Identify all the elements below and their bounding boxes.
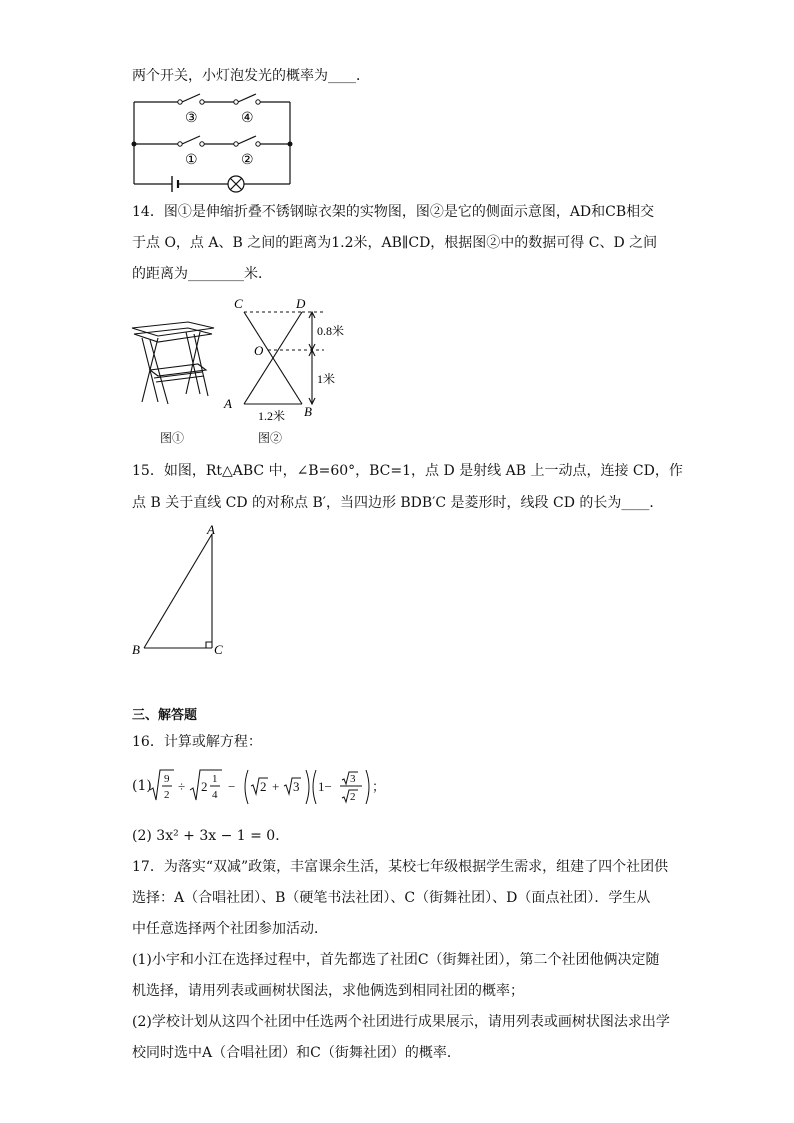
q16-part2: (2) 3x² + 3x − 1 = 0． — [132, 828, 290, 844]
q14-line2: 于点 O，点 A、B 之间的距离为1.2米，AB∥CD，根据图②中的数据可得 C、D 之间 — [132, 235, 658, 251]
label-d: D — [296, 296, 306, 311]
q15-line1: 15．如图，Rt△ABC 中，∠B=60°，BC=1，点 D 是射线 AB 上一动点，连接 CD，作 — [132, 463, 683, 479]
section-heading: 三、解答题 — [132, 708, 198, 723]
label-o: O — [254, 343, 264, 358]
drying-rack-photo — [128, 318, 220, 410]
circuit-diagram — [128, 92, 298, 192]
svg-text:2: 2 — [260, 779, 267, 794]
caption-fig2: 图② — [258, 431, 283, 445]
q17-part1-line2: 机选择，请用列表或画树状图法，求他俩选到相同社团的概率； — [132, 983, 524, 999]
label-c: C — [214, 642, 223, 657]
switch-label-3: ③ — [185, 111, 198, 126]
q15-line2: 点 B 关于直线 CD 的对称点 B′，当四边形 BDB′C 是菱形时，线段 CD 的长为____． — [132, 495, 664, 511]
q14-line1: 14．图①是伸缩折叠不锈钢晾衣架的实物图，图②是它的侧面示意图，AD和CB相交 — [132, 204, 655, 220]
q17-line3: 中任意选择两个社团参加活动． — [132, 921, 328, 937]
dim-top: 0.8米 — [317, 324, 345, 338]
q17-line1: 17．为落实“双减”政策，丰富课余生活，某校七年级根据学生需求，组建了四个社团供 — [132, 859, 669, 875]
label-a: A — [207, 522, 215, 537]
svg-text:9: 9 — [164, 773, 170, 785]
label-a: A — [224, 396, 232, 411]
svg-text:4: 4 — [212, 789, 218, 801]
x-side-diagram — [224, 294, 364, 424]
svg-text:2: 2 — [201, 779, 208, 794]
label-c: C — [234, 296, 243, 311]
svg-text:−: − — [228, 779, 236, 794]
q16-formula — [150, 766, 386, 808]
switch-label-2: ② — [241, 153, 254, 168]
svg-text:÷: ÷ — [178, 779, 186, 794]
q17-part2-line1: (2)学校计划从这四个社团中任选两个社团进行成果展示，请用列表或画树状图法求出学 — [132, 1014, 670, 1030]
svg-text:1−: 1− — [318, 779, 332, 794]
svg-text:+: + — [272, 779, 280, 794]
q17-part1-line1: (1)小宇和小江在选择过程中，首先都选了社团C（街舞社团），第二个社团他俩决定随 — [132, 952, 660, 968]
label-b: B — [132, 642, 140, 657]
switch-label-1: ① — [185, 153, 198, 168]
q17-part2-line2: 校同时选中A（合唱社团）和C（街舞社团）的概率． — [132, 1045, 461, 1061]
q17-line2: 选择：A（合唱社团）、B（硬笔书法社团）、C（街舞社团）、D（面点社团）．学生从 — [132, 890, 651, 906]
svg-text:1: 1 — [212, 773, 218, 785]
right-triangle-figure — [130, 524, 230, 660]
svg-text:；: ； — [372, 779, 386, 794]
svg-text:2: 2 — [164, 789, 170, 801]
svg-text:2: 2 — [350, 791, 356, 803]
q13-text: 两个开关，小灯泡发光的概率为____． — [132, 68, 370, 84]
svg-text:3: 3 — [350, 773, 356, 785]
label-b: B — [304, 404, 312, 419]
dim-ab: 1.2米 — [258, 409, 286, 423]
caption-fig1: 图① — [160, 431, 185, 445]
q16-part1-prefix: (1) — [132, 778, 152, 794]
q14-line3: 的距离为________米． — [132, 266, 272, 282]
switch-label-4: ④ — [241, 111, 254, 126]
q16-title: 16．计算或解方程： — [132, 734, 262, 750]
svg-text:3: 3 — [293, 779, 300, 794]
dim-bottom: 1米 — [317, 372, 336, 386]
